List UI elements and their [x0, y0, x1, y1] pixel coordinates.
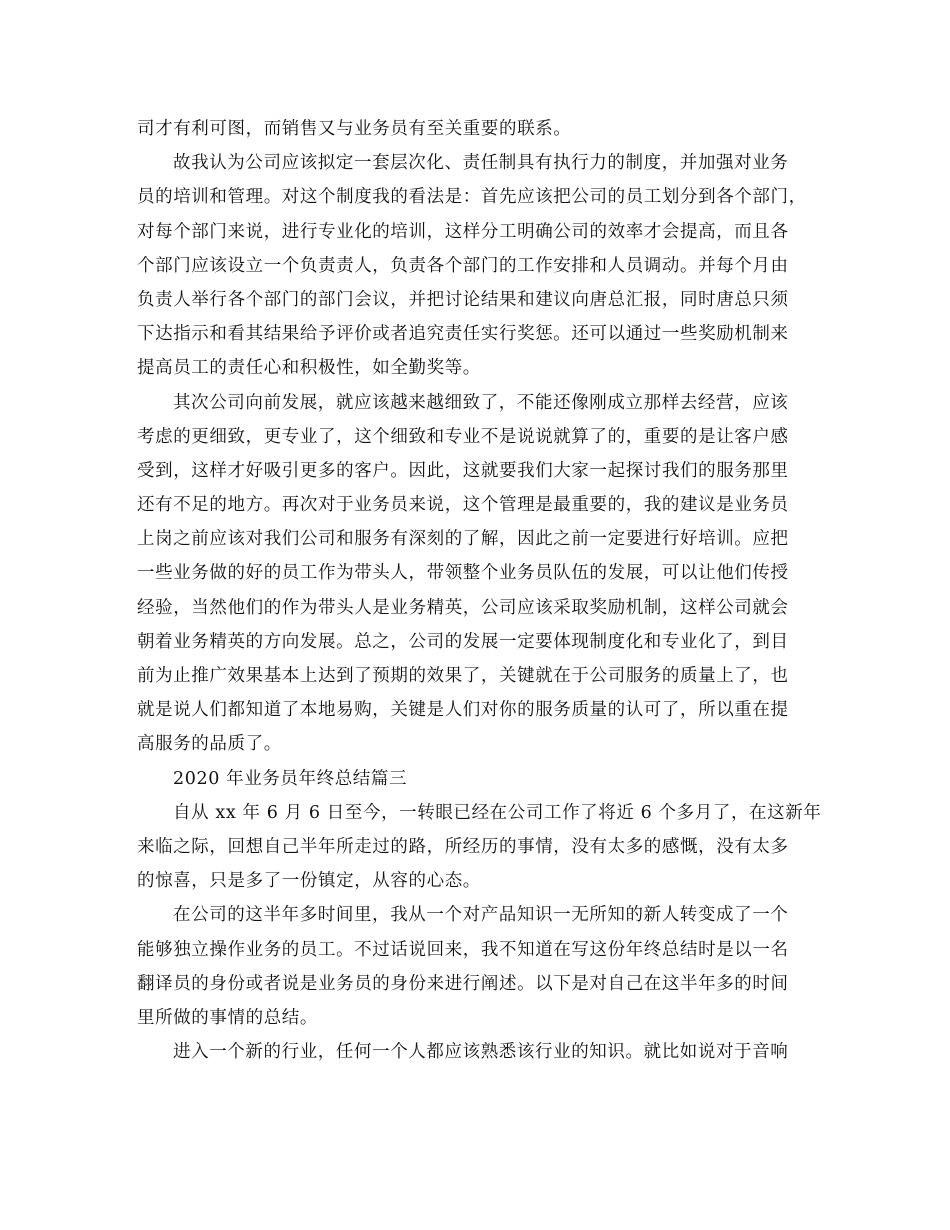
text-line: 对每个部门来说，进行专业化的培训，这样分工明确公司的效率才会提高，而且各: [137, 221, 789, 242]
text-line: 受到，这样才好吸引更多的客户。因此，这就要我们大家一起探讨我们的服务那里: [137, 460, 789, 481]
text-line: 司才有利可图，而销售又与业务员有至关重要的联系。: [137, 119, 572, 139]
paragraph-start-line: 在公司的这半年多时间里，我从一个对产品知识一无所知的新人转变成了一个: [173, 905, 789, 926]
text-line: 考虑的更细致，更专业了，这个细致和专业不是说说就算了的，重要的是让客户感: [137, 426, 789, 447]
paragraph-start-line: 故我认为公司应该拟定一套层次化、责任制具有执行力的制度，并加强对业务: [173, 153, 789, 174]
text-line: 里所做的事情的总结。: [137, 1007, 318, 1028]
text-line: 高服务的品质了。: [137, 734, 282, 755]
text-line: 下达指示和看其结果给予评价或者追究责任实行奖惩。还可以通过一些奖励机制来: [137, 324, 789, 345]
document-page: [137, 112, 827, 1069]
text-line: 提高员工的责任心和积极性，如全勤奖等。: [137, 358, 481, 379]
text-line: 翻译员的身份或者说是业务员的身份来进行阐述。以下是对自己在这半年多的时间: [137, 973, 789, 994]
text-line: 来临之际，回想自己半年所走过的路，所经历的事情，没有太多的感慨，没有太多: [137, 836, 789, 857]
paragraph-start-line: 其次公司向前发展，就应该越来越细致了，不能还像刚成立那样去经营，应该: [173, 392, 789, 413]
text-line: 朝着业务精英的方向发展。总之，公司的发展一定要体现制度化和专业化了，到目: [137, 631, 789, 652]
paragraph-start-line: 进入一个新的行业，任何一个人都应该熟悉该行业的知识。就比如说对于音响: [173, 1042, 789, 1063]
text-line: 经验，当然他们的作为带头人是业务精英，公司应该采取奖励机制，这样公司就会: [137, 597, 789, 618]
text-line: 一些业务做的好的员工作为带头人，带领整个业务员队伍的发展，可以让他们传授: [137, 563, 789, 584]
text-line: 就是说人们都知道了本地易购，关键是人们对你的服务质量的认可了，所以重在提: [137, 700, 789, 721]
text-line: 负责人举行各个部门的部门会议，并把讨论结果和建议向唐总汇报，同时唐总只须: [137, 289, 789, 310]
paragraph-start-line: 自从 xx 年 6 月 6 日至今，一转眼已经在公司工作了将近 6 个多月了，在这新年: [173, 802, 822, 823]
text-line: 员的培训和管理。对这个制度我的看法是：首先应该把公司的员工划分到各个部门，: [137, 187, 807, 208]
text-line: 前为止推广效果基本上达到了预期的效果了，关键就在于公司服务的质量上了，也: [137, 666, 789, 686]
text-line: 能够独立操作业务的员工。不过话说回来，我不知道在写这份年终总结时是以一名: [137, 939, 789, 960]
text-line: 个部门应该设立一个负责责人，负责各个部门的工作安排和人员调动。并每个月由: [137, 255, 789, 276]
text-line: 还有不足的地方。再次对于业务员来说，这个管理是最重要的，我的建议是业务员: [137, 495, 789, 516]
text-line: 上岗之前应该对我们公司和服务有深刻的了解，因此之前一定要进行好培训。应把: [137, 529, 789, 550]
text-line: 的惊喜，只是多了一份镇定，从容的心态。: [137, 871, 481, 892]
section-heading: 2020 年业务员年终总结篇三: [173, 768, 408, 789]
